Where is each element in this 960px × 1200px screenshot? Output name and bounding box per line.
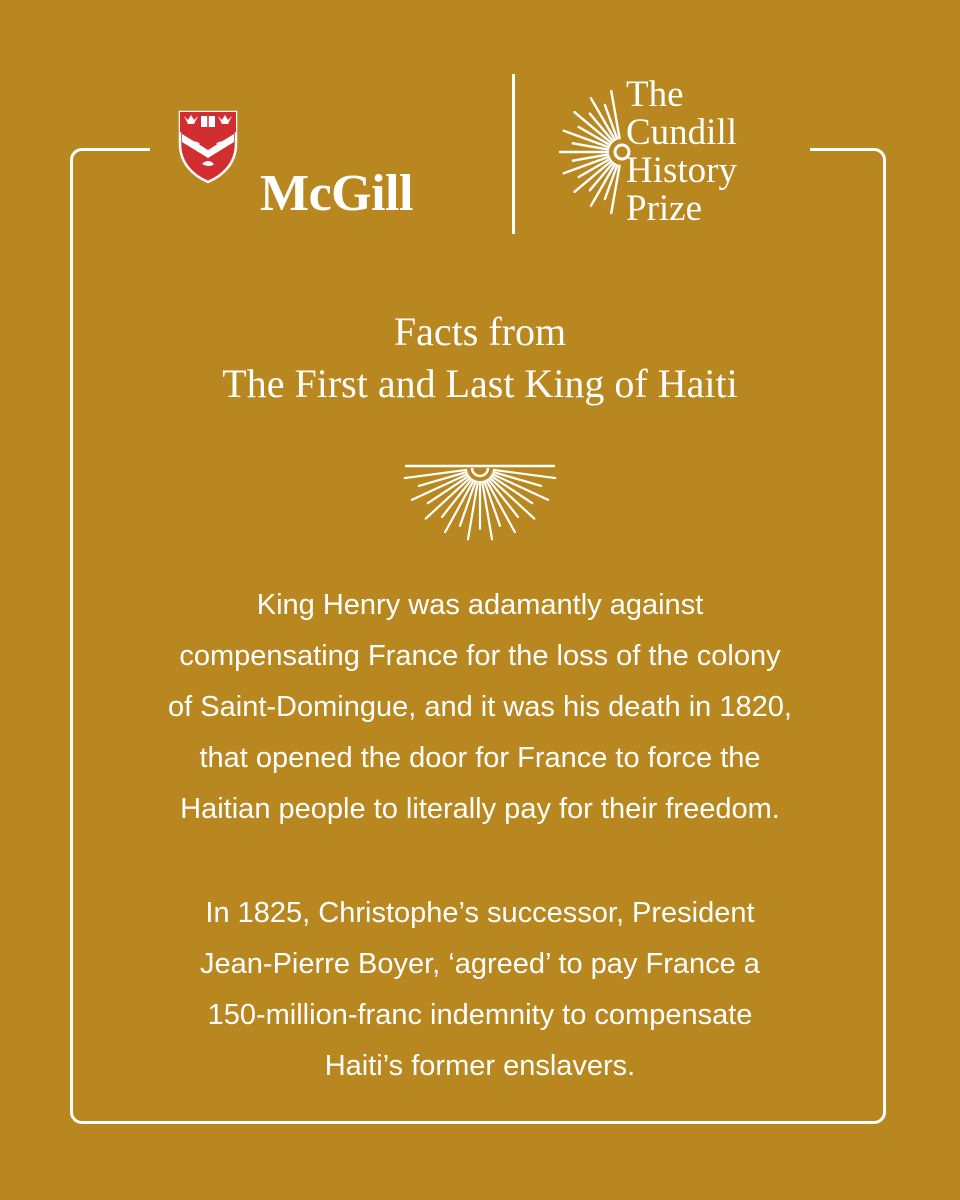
paragraph-king-henry xyxy=(100,580,860,835)
cundill-sunburst-icon xyxy=(536,86,640,216)
prize-line: The xyxy=(626,74,684,115)
sunray-ornament-icon xyxy=(400,462,560,544)
page-title xyxy=(0,306,960,410)
logo-header xyxy=(150,60,810,240)
paragraph-line: In 1825, Christophe’s successor, President xyxy=(205,897,755,929)
paragraph-line: compensating France for the loss of the colony xyxy=(179,640,781,672)
paragraph-line: Jean-Pierre Boyer, ‘agreed’ to pay France a xyxy=(200,948,760,980)
logo-divider xyxy=(512,74,515,234)
paragraph-line: King Henry was adamantly against xyxy=(256,589,704,621)
paragraph-indemnity xyxy=(100,888,860,1092)
paragraph-line: Haitian people to literally pay for their freedom. xyxy=(180,793,780,825)
prize-line: Prize xyxy=(626,188,703,229)
paragraph-line: 150-million-franc indemnity to compensate xyxy=(207,999,753,1031)
prize-line: Cundill xyxy=(626,112,738,153)
mcgill-wordmark: McGill xyxy=(260,165,413,222)
paragraph-line: that opened the door for France to force the xyxy=(199,742,761,774)
ray-hub xyxy=(472,468,488,476)
title-line: The First and Last King of Haiti xyxy=(222,361,738,406)
title-line: Facts from xyxy=(393,309,567,354)
prize-line: History xyxy=(626,150,737,191)
paragraph-line: Haiti’s former enslavers. xyxy=(324,1050,636,1082)
paragraph-line: of Saint-Domingue, and it was his death in 1820, xyxy=(168,691,792,723)
cundill-prize-wordmark xyxy=(626,76,737,228)
mcgill-shield-icon xyxy=(178,110,238,184)
